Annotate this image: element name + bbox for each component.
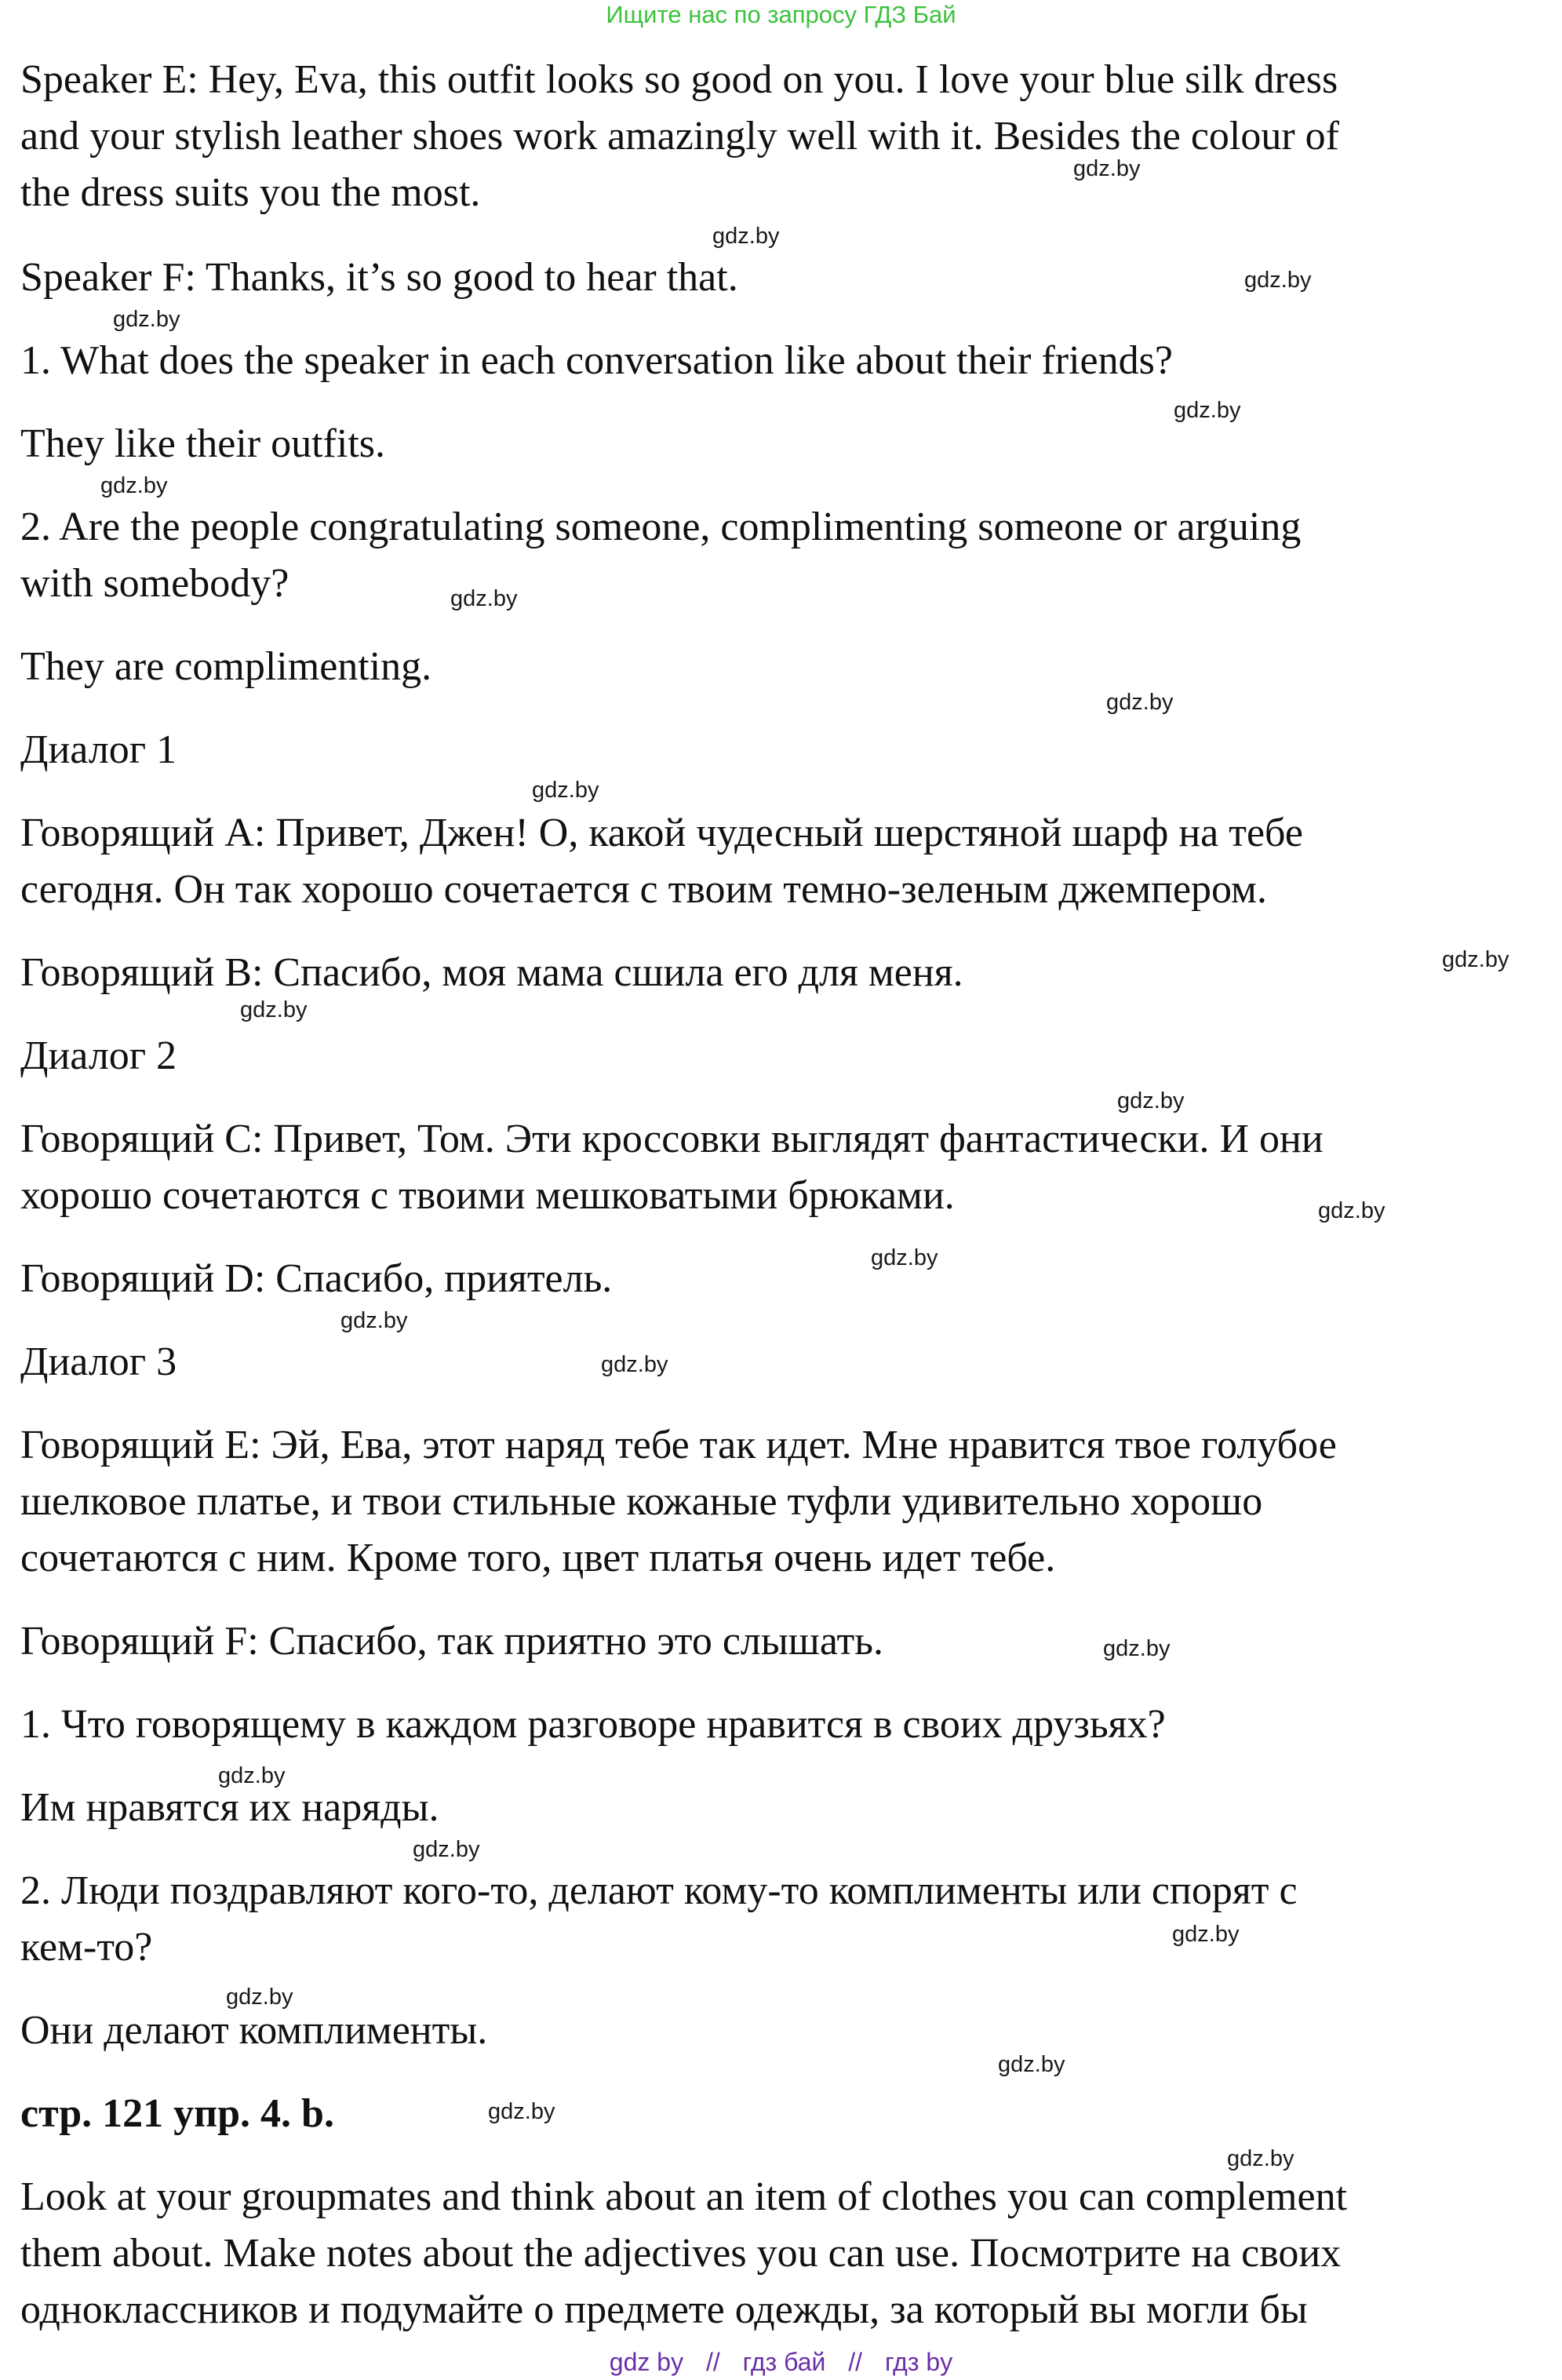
watermark-text: gdz.by	[532, 778, 599, 803]
watermark-text: gdz.by	[240, 997, 308, 1022]
watermark-text: gdz.by	[450, 586, 518, 611]
text-line: and your stylish leather shoes work amazingly well with it. Besides the colour of	[20, 114, 1339, 159]
dialog-heading: Диалог 3	[20, 1339, 177, 1384]
watermark-text: gdz.by	[1318, 1198, 1385, 1223]
text-line: the dress suits you the most.	[20, 170, 481, 215]
watermark-text: gdz.by	[1244, 268, 1312, 293]
watermark-text: gdz.by	[488, 2099, 555, 2124]
watermark-text: gdz.by	[413, 1837, 480, 1862]
watermark-text: gdz.by	[1442, 947, 1509, 972]
watermark-text: gdz.by	[601, 1352, 668, 1377]
text-line: Look at your groupmates and think about an item of clothes you can complement	[20, 2174, 1348, 2219]
text-line: Speaker E: Hey, Eva, this outfit looks so good on you. I love your blue silk dress	[20, 57, 1338, 102]
text-line: Говорящий А: Привет, Джен! О, какой чудесный шерстяной шарф на тебе	[20, 811, 1303, 855]
watermark-text: gdz.by	[1073, 156, 1141, 181]
watermark-text: gdz.by	[871, 1245, 938, 1270]
watermark-text: gdz.by	[1172, 1922, 1240, 1947]
text-line: одноклассников и подумайте о предмете одежды, за который вы могли бы	[20, 2287, 1308, 2332]
dialog-heading: Диалог 1	[20, 727, 177, 772]
answer-line: They are complimenting.	[20, 644, 432, 689]
watermark-text: gdz.by	[1227, 2146, 1294, 2171]
footer-separator: //	[705, 2348, 720, 2376]
text-line: Speaker F: Thanks, it’s so good to hear that.	[20, 255, 738, 300]
footer-links	[0, 2346, 1562, 2378]
question-line: 2. Are the people congratulating someone, complimenting someone or arguing	[20, 505, 1302, 549]
text-line: Говорящий D: Спасибо, приятель.	[20, 1256, 613, 1301]
text-line: Говорящий F: Спасибо, так приятно это слышать.	[20, 1619, 883, 1664]
watermark-text: gdz.by	[1174, 398, 1241, 423]
answer-line: Они делают комплименты.	[20, 2008, 488, 2053]
watermark-text: gdz.by	[226, 1985, 293, 2010]
text-line: сочетаются с ним. Кроме того, цвет платья очень идет тебе.	[20, 1536, 1056, 1580]
footer-link-gdz-bai[interactable]: гдз бай	[742, 2348, 826, 2376]
dialog-heading: Диалог 2	[20, 1033, 177, 1078]
question-line: 1. Что говорящему в каждом разговоре нравится в своих друзьях?	[20, 1702, 1166, 1747]
watermark-text: gdz.by	[1106, 690, 1174, 715]
watermark-text: gdz.by	[100, 473, 168, 498]
text-line: шелковое платье, и твои стильные кожаные туфли удивительно хорошо	[20, 1479, 1263, 1524]
watermark-text: gdz.by	[998, 2052, 1065, 2077]
watermark-text: gdz.by	[113, 307, 180, 332]
text-line: Говорящий Е: Эй, Ева, этот наряд тебе так идет. Мне нравится твое голубое	[20, 1423, 1337, 1467]
footer-link-gdz-by-cyr[interactable]: гдз by	[884, 2348, 953, 2376]
question-line: with somebody?	[20, 561, 289, 606]
footer-link-gdz-by[interactable]: gdz by	[609, 2348, 684, 2376]
footer-separator: //	[848, 2348, 863, 2376]
watermark-text: gdz.by	[218, 1763, 286, 1788]
text-line: Говорящий С: Привет, Том. Эти кроссовки выглядят фантастически. И они	[20, 1117, 1324, 1161]
watermark-text: gdz.by	[340, 1308, 408, 1333]
watermark-text: gdz.by	[1103, 1636, 1171, 1661]
watermark-text: gdz.by	[712, 224, 780, 249]
text-line: сегодня. Он так хорошо сочетается с твоим темно-зеленым джемпером.	[20, 867, 1267, 912]
text-line: хорошо сочетаются с твоими мешковатыми брюками.	[20, 1173, 955, 1218]
question-line: кем-то?	[20, 1925, 153, 1970]
text-line: Говорящий В: Спасибо, моя мама сшила его для меня.	[20, 950, 963, 995]
answer-line: Им нравятся их наряды.	[20, 1785, 439, 1830]
question-line: 2. Люди поздравляют кого-то, делают кому-то комплименты или спорят с	[20, 1868, 1298, 1913]
watermark-text: gdz.by	[1117, 1088, 1185, 1113]
answer-line: They like their outfits.	[20, 421, 386, 466]
exercise-heading: стр. 121 упр. 4. b.	[20, 2091, 334, 2136]
search-hint-link[interactable]: Ищите нас по запросу ГДЗ Бай	[606, 1, 956, 28]
text-line: them about. Make notes about the adjectives you can use. Посмотрите на своих	[20, 2231, 1342, 2276]
question-line: 1. What does the speaker in each conversation like about their friends?	[20, 338, 1173, 383]
